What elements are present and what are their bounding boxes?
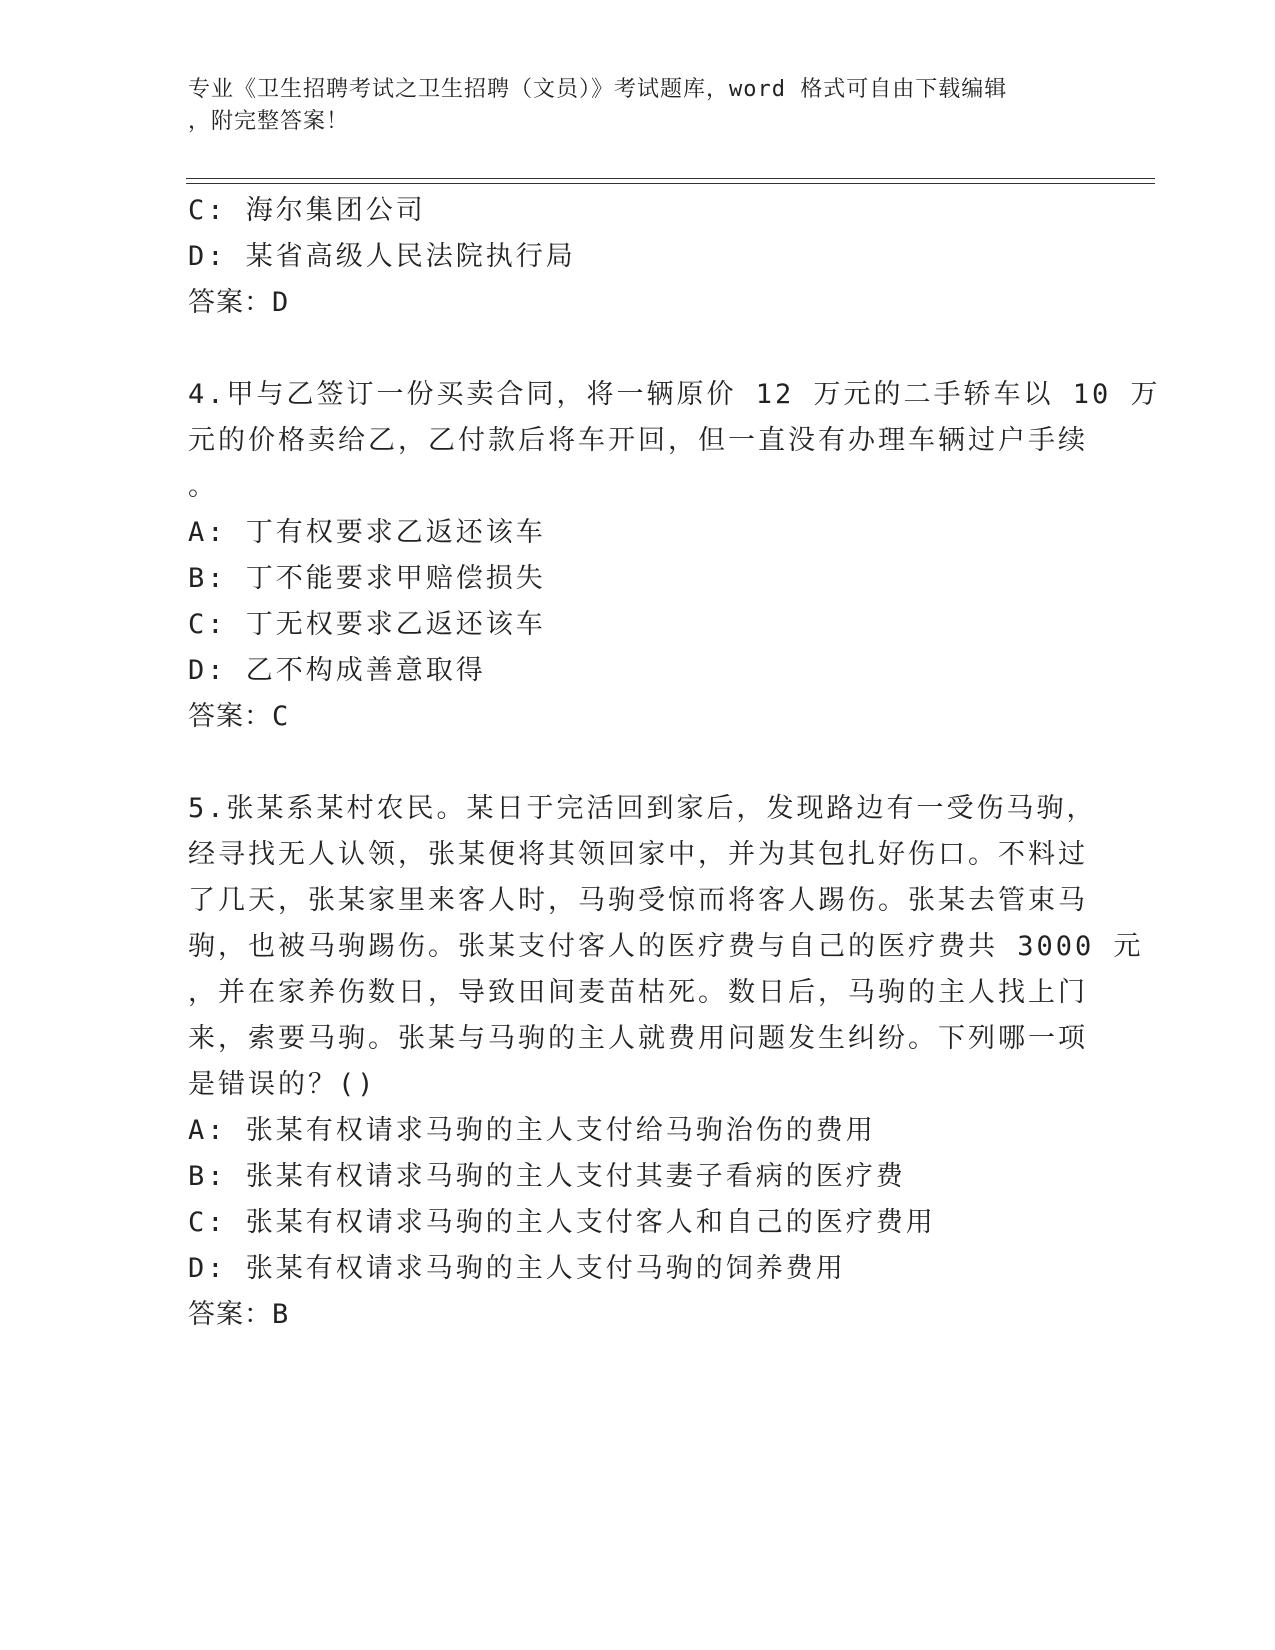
question-stem-line: 5.张某系某村农民。某日于完活回到家后，发现路边有一受伤马驹， xyxy=(188,793,1097,824)
answer: 答案：B xyxy=(188,1299,290,1330)
spacer xyxy=(188,740,1088,786)
option-a: A: 丁有权要求乙返还该车 xyxy=(188,517,546,548)
option-c: C: 海尔集团公司 xyxy=(188,195,426,226)
question-stem-line: 4.甲与乙签订一份买卖合同，将一辆原价 12 万元的二手轿车以 10 万 xyxy=(188,379,1161,410)
question-stem-line: 元的价格卖给乙，乙付款后将车开回，但一直没有办理车辆过户手续 xyxy=(188,425,1088,456)
question-5 xyxy=(188,786,1144,1338)
question-stem-line: 驹，也被马驹踢伤。张某支付客人的医疗费与自己的医疗费共 3000 元 xyxy=(188,931,1144,962)
document-body xyxy=(188,188,1161,1338)
option-b: B: 丁不能要求甲赔偿损失 xyxy=(188,563,546,594)
option-a: A: 张某有权请求马驹的主人支付给马驹治伤的费用 xyxy=(188,1115,876,1146)
option-d: D: 乙不构成善意取得 xyxy=(188,655,486,686)
answer: 答案：D xyxy=(188,287,290,318)
question-3-tail xyxy=(188,188,1088,326)
question-stem-line: 经寻找无人认领，张某便将其领回家中，并为其包扎好伤口。不料过 xyxy=(188,839,1088,870)
answer: 答案：C xyxy=(188,701,290,732)
header-divider-top xyxy=(186,178,1155,179)
question-stem-line: ，并在家养伤数日，导致田间麦苗枯死。数日后，马驹的主人找上门 xyxy=(188,977,1088,1008)
option-c: C: 张某有权请求马驹的主人支付客人和自己的医疗费用 xyxy=(188,1207,936,1238)
question-stem-line: 是错误的？() xyxy=(188,1069,377,1100)
option-b: B: 张某有权请求马驹的主人支付其妻子看病的医疗费 xyxy=(188,1161,906,1192)
option-d: D: 张某有权请求马驹的主人支付马驹的饲养费用 xyxy=(188,1253,846,1284)
option-c: C: 丁无权要求乙返还该车 xyxy=(188,609,546,640)
question-stem-line: 来，索要马驹。张某与马驹的主人就费用问题发生纠纷。下列哪一项 xyxy=(188,1023,1088,1054)
header-line-2: ，附完整答案！ xyxy=(188,109,350,134)
question-4 xyxy=(188,372,1161,740)
question-stem-line: 。 xyxy=(188,471,218,502)
option-d: D: 某省高级人民法院执行局 xyxy=(188,241,576,272)
question-stem-line: 了几天，张某家里来客人时，马驹受惊而将客人踢伤。张某去管束马 xyxy=(188,885,1088,916)
page-header xyxy=(188,74,1068,138)
header-divider-bottom xyxy=(186,183,1155,184)
spacer xyxy=(188,326,1088,372)
header-line-1: 专业《卫生招聘考试之卫生招聘（文员）》考试题库，word 格式可自由下载编辑 xyxy=(188,77,1008,102)
